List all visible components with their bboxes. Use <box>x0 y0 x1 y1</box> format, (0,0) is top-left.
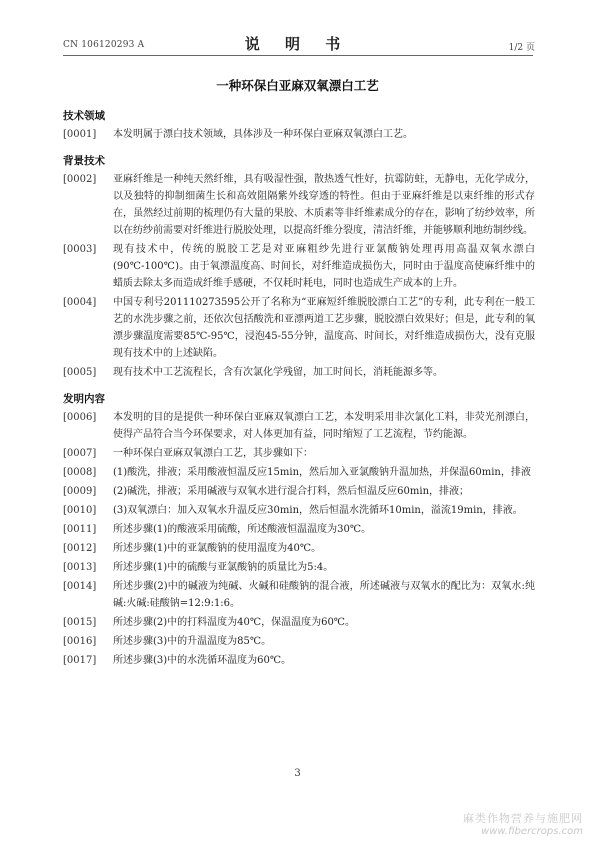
watermark-site-name: 麻类作物营养与施肥网 <box>463 812 583 825</box>
paragraph-text: (2)碱洗，排液；采用碱液与双氧水进行混合打料，然后恒温反应60min，排液； <box>113 486 470 497</box>
paragraph-number: [0008] <box>63 467 97 478</box>
paragraph-text: 本发明的目的是提供一种环保白亚麻双氧漂白工艺，本发明采用非次氯化工料，非荧光剂漂白，使得产品符合当今环保要求，对人体更加有益，同时缩短了工艺流程，节约能源。 <box>113 412 535 440</box>
paragraph-text: 所述步骤(3)中的升温温度为85℃。 <box>113 636 272 647</box>
paragraph-number: [0011] <box>63 524 97 535</box>
paragraph-number: [0016] <box>63 636 97 647</box>
paragraph-text: 亚麻纤维是一种纯天然纤维，具有吸湿性强，散热透气性好，抗霉防蛀，无静电，无化学成分，以及独特的抑制细菌生长和高效阻隔紫外线穿透的特性。但由于亚麻纤维是以束纤维的形式存在，虽然经过前期的梳理仍有大量的果胶、木质素等非纤维素成分的存在，影响了纺纱效率，所以在纺纱前需要对纤维进行脱胶处理，以提高纤维分裂度，清洁纤维，并能够顺利地纺制纱线。 <box>113 174 535 236</box>
paragraph-number: [0015] <box>63 617 97 628</box>
paragraph <box>63 521 535 538</box>
document-body <box>63 104 535 671</box>
paragraph <box>63 409 535 443</box>
paragraph <box>63 502 535 519</box>
section-heading: 技术领域 <box>63 110 105 122</box>
paragraph-number: [0012] <box>63 543 97 554</box>
paragraph-number: [0006] <box>63 412 97 423</box>
paragraph <box>63 614 535 631</box>
document-title: 一种环保白亚麻双氧漂白工艺 <box>216 78 379 93</box>
paragraph-number: [0010] <box>63 505 97 516</box>
paragraph-number: [0014] <box>63 581 97 592</box>
paragraph <box>63 171 535 239</box>
paragraph-text: 所述步骤(1)的酸液采用硫酸，所述酸液恒温温度为30℃。 <box>113 524 372 535</box>
page-number: 3 <box>294 768 301 779</box>
paragraph <box>63 633 535 650</box>
paragraph-text: 所述步骤(2)中的碱液为纯碱、火碱和硅酸钠的混合液，所述碱液与双氧水的配比为：双氧水:纯碱:火碱:硅酸钠=12:9:1:6。 <box>113 581 535 609</box>
paragraph-number: [0001] <box>63 129 97 140</box>
paragraph <box>63 241 535 292</box>
paragraph-number: [0017] <box>63 655 97 666</box>
paragraph-text: 所述步骤(3)中的水洗循环温度为60℃。 <box>113 655 292 666</box>
section-heading: 发明内容 <box>63 393 105 405</box>
paragraph <box>63 578 535 612</box>
site-watermark <box>463 810 583 837</box>
paragraph-number: [0007] <box>63 448 97 459</box>
paragraph <box>63 652 535 669</box>
watermark-url: www.fibercrops.com <box>481 826 583 837</box>
page-indicator: 1/2 页 <box>508 43 535 53</box>
document-type-heading: 说 明 书 <box>244 35 351 53</box>
paragraph-number: [0005] <box>63 367 97 378</box>
paragraph-text: 所述步骤(2)中的打料温度为40℃，保温温度为60℃。 <box>113 617 355 628</box>
header-divider <box>63 55 533 56</box>
paragraph <box>63 364 535 381</box>
paragraph <box>63 464 535 481</box>
paragraph-text: 中国专利号201110273595公开了名称为“亚麻短纤维脱胶漂白工艺”的专利，此专利在一般工艺的水洗步骤之前，还依次包括酸洗和亚漂两道工艺步骤，脱胶漂白效果好；但是，此专利的氧漂步骤温度需要85℃-95℃，浸泡45-55分钟，温度高、时间长，对纤维造成损伤大，没有克服现有技术中的上述缺陷。 <box>113 297 535 359</box>
paragraph <box>63 126 535 143</box>
paragraph-number: [0004] <box>63 297 97 308</box>
paragraph <box>63 540 535 557</box>
paragraph-number: [0009] <box>63 486 97 497</box>
paragraph <box>63 294 535 362</box>
paragraph-text: (1)酸洗，排液；采用酸液恒温反应15min，然后加入亚氯酸钠升温加热，并保温60min，排液 <box>113 467 531 478</box>
paragraph-text: 所述步骤(1)中的硫酸与亚氯酸钠的质量比为5:4。 <box>113 562 334 573</box>
section-heading: 背景技术 <box>63 155 105 167</box>
paragraph-number: [0002] <box>63 174 97 185</box>
paragraph-text: 一种环保白亚麻双氧漂白工艺，其步骤如下： <box>113 448 313 459</box>
paragraph-text: 本发明属于漂白技术领域，具体涉及一种环保白亚麻双氧漂白工艺。 <box>113 129 413 140</box>
paragraph-text: 所述步骤(1)中的亚氯酸钠的使用温度为40℃。 <box>113 543 322 554</box>
paragraph <box>63 445 535 462</box>
document-number: CN 106120293 A <box>63 40 145 50</box>
paragraph <box>63 483 535 500</box>
paragraph <box>63 559 535 576</box>
paragraph-text: 现有技术中工艺流程长，含有次氯化学残留，加工时间长，消耗能源多等。 <box>113 367 443 378</box>
paragraph-text: (3)双氧漂白：加入双氧水升温反应30min，然后恒温水洗循环10min，溢流19min，排液。 <box>113 505 523 516</box>
paragraph-number: [0003] <box>63 244 97 255</box>
paragraph-text: 现有技术中，传统的脱胶工艺是对亚麻粗纱先进行亚氯酸钠处理再用高温双氧水漂白(90℃-100℃)。由于氧漂温度高、时间长，对纤维造成损伤大，同时由于温度高使麻纤维中的蜡质去除太多而造成纤维手感硬，不仅耗时耗电，同时也造成生产成本的上升。 <box>113 244 535 289</box>
paragraph-number: [0013] <box>63 562 97 573</box>
